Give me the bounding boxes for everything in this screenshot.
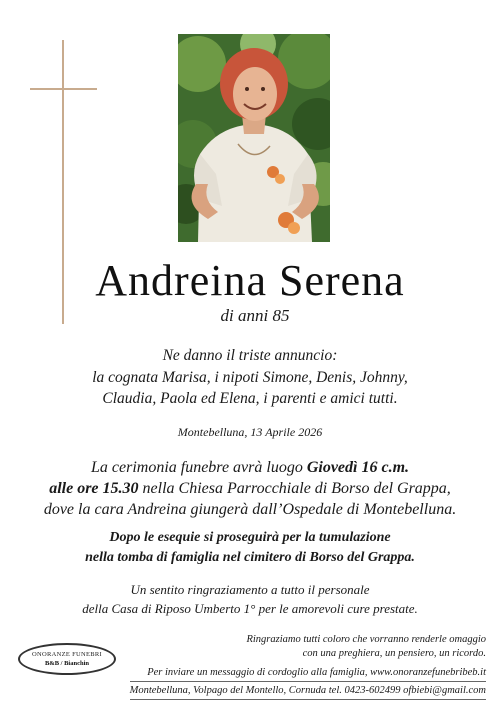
announcement-line: la cognata Marisa, i nipoti Simone, Denis, Johnny,: [92, 368, 408, 386]
footer-thanks-line: Ringraziamo tutti coloro che vorranno renderle omaggio: [246, 634, 486, 645]
ceremony-text: nella Chiesa Parrocchiale di Borso del Grappa,: [138, 480, 451, 497]
ceremony-time: alle ore 15.30: [49, 480, 139, 497]
ceremony-line: [0, 457, 500, 478]
footer-divider: [130, 699, 486, 700]
ceremony-text: La cerimonia funebre avrà luogo: [90, 459, 307, 476]
footer-thanks-line: con una preghiera, un pensiero, un ricordo.: [302, 648, 486, 659]
ceremony-day: Giovedì 16 c.m.: [306, 459, 410, 476]
logo-line: B&B / Bianchin: [44, 660, 90, 667]
deceased-name: Andreina Serena: [95, 256, 405, 305]
logo-line: ONORANZE FUNEBRI: [32, 651, 102, 658]
ceremony-info: [0, 457, 500, 520]
burial-line: Dopo le esequie si proseguirà per la tumulazione: [109, 530, 391, 545]
thanks-line: della Casa di Riposo Umberto 1° per le amorevoli cure prestate.: [82, 601, 418, 616]
footer-divider: [130, 681, 486, 682]
burial-line: nella tomba di famiglia nel cimitero di Borso del Grappa.: [85, 550, 415, 565]
announcement: [0, 345, 500, 410]
announcement-line: Ne danno il triste annuncio:: [162, 347, 338, 364]
burial-info: [0, 528, 500, 568]
ceremony-line: dove la cara Andreina giungerà dall’Ospedale di Montebelluna.: [43, 501, 457, 518]
funeral-home-logo: [18, 643, 116, 675]
ceremony-line: [0, 478, 500, 499]
portrait-photo: [178, 34, 330, 242]
thanks-message: [0, 580, 500, 618]
date-place: Montebelluna, 13 Aprile 2026: [177, 425, 323, 439]
thanks-line: Un sentito ringraziamento a tutto il personale: [130, 582, 370, 597]
footer-message: Per inviare un messaggio di cordoglio alla famiglia, www.onoranzefunebribeb.it: [147, 667, 486, 678]
footer-contacts: Montebelluna, Volpago del Montello, Cornuda tel. 0423-602499 ofbiebi@gmail.com: [129, 685, 486, 696]
cross-horizontal: [30, 88, 97, 90]
deceased-age: di anni 85: [220, 306, 290, 325]
footer-thanks: [116, 633, 486, 661]
announcement-line: Claudia, Paola ed Elena, i parenti e amici tutti.: [102, 390, 398, 407]
